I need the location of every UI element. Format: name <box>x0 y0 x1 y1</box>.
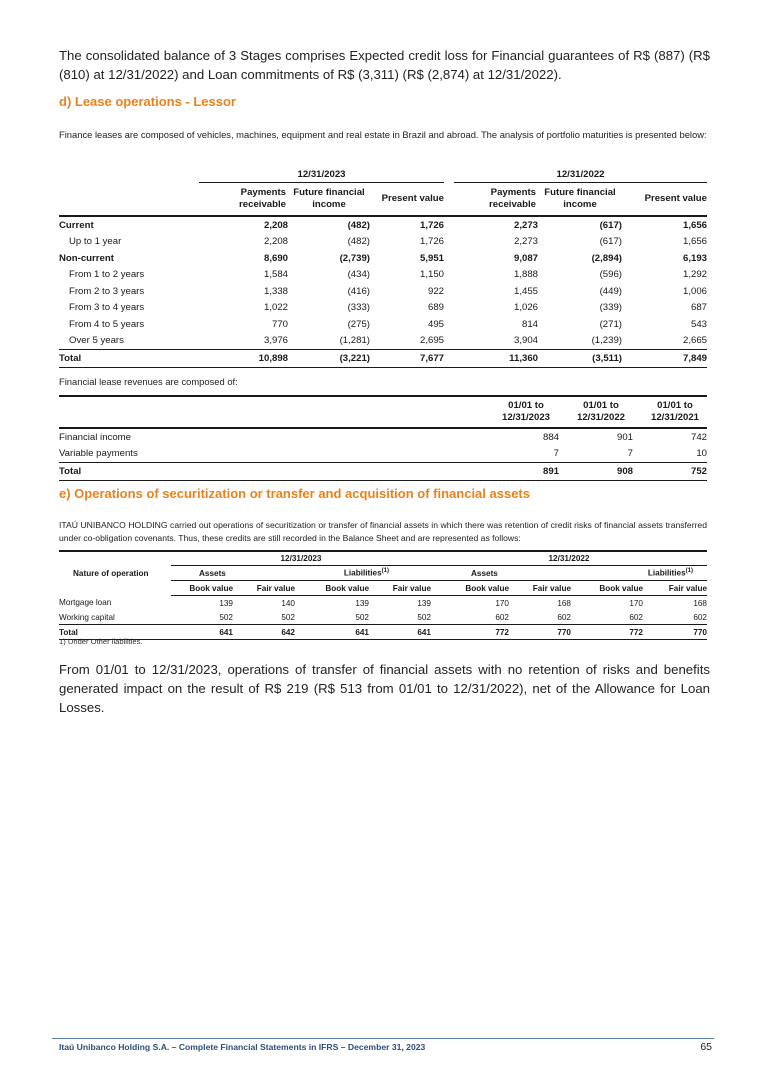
table-row: From 3 to 4 years 1,022 (333) 689 1,026 (339) 687 <box>69 302 707 314</box>
table-row: Non-current 8,690 (2,739) 5,951 9,087 (2,894) 6,193 <box>59 252 707 264</box>
col-present-value: Present value <box>622 183 707 217</box>
col-period-2023: 01/01 to 12/31/2023 <box>483 396 559 428</box>
assets-header: Assets <box>171 566 295 581</box>
col-fair-value: Fair value <box>643 581 707 596</box>
col-future-financial-income: Future financial income <box>288 183 370 217</box>
col-fair-value: Fair value <box>509 581 571 596</box>
table-row: Variable payments 7 7 10 <box>59 448 707 460</box>
table-row: Current 2,208 (482) 1,726 2,273 (617) 1,656 <box>59 219 707 231</box>
table-row-total: Total 10,898 (3,221) 7,677 11,360 (3,511) 7,849 <box>59 350 707 368</box>
col-book-value: Book value <box>295 581 369 596</box>
table-row: Up to 1 year 2,208 (482) 1,726 2,273 (617) 1,656 <box>69 236 707 248</box>
group-header-2023: 12/31/2023 <box>171 551 431 566</box>
table-row: Financial income 884 901 742 <box>59 431 707 443</box>
lease-revenue-table <box>59 395 707 481</box>
section-e-heading: e) Operations of securitization or transfer and acquisition of financial assets <box>59 486 530 501</box>
liabilities-header: Liabilities$^{(1)}$ <box>571 566 707 581</box>
table-row: From 4 to 5 years 770 (275) 495 814 (271) 543 <box>69 318 707 330</box>
table-row: Over 5 years 3,976 (1,281) 2,695 3,904 (1,239) 2,665 <box>69 335 707 347</box>
col-book-value: Book value <box>171 581 233 596</box>
assets-header: Assets <box>431 566 571 581</box>
lease-maturity-table <box>59 166 707 368</box>
col-future-financial-income: Future financial income <box>538 183 622 217</box>
section-d-paragraph: Finance leases are composed of vehicles, machines, equipment and real estate in Brazil and abroad. The analysis of portfolio maturities is presented below: <box>59 129 707 140</box>
closing-paragraph: From 01/01 to 12/31/2023, operations of transfer of financial assets with no retention of risks and benefits generated impact on the result of R$ 219 (R$ 513 from 01/01 to 12/31/2022), net of the Allowance for Loan Losses. <box>59 662 710 715</box>
footnote: 1) Under Other liabilities. <box>59 637 143 646</box>
table-row: From 2 to 3 years 1,338 (416) 922 1,455 (449) 1,006 <box>69 285 707 297</box>
col-fair-value: Fair value <box>233 581 295 596</box>
table-row-total: Total 641 642 641 641 772 770 772 770 <box>59 625 707 640</box>
page-number: 65 <box>700 1041 712 1053</box>
group-header-2022: 12/31/2022 <box>454 166 707 183</box>
table-row: From 1 to 2 years 1,584 (434) 1,150 1,888 (596) 1,292 <box>69 269 707 281</box>
col-book-value: Book value <box>431 581 509 596</box>
liabilities-header: Liabilities$^{(1)}$ <box>295 566 431 581</box>
col-present-value: Present value <box>370 183 444 217</box>
col-book-value: Book value <box>571 581 643 596</box>
col-period-2022: 01/01 to 12/31/2022 <box>559 396 633 428</box>
col-period-2021: 01/01 to 12/31/2021 <box>633 396 707 428</box>
intro-paragraph: The consolidated balance of 3 Stages comprises Expected credit loss for Financial guarantees of R$ (887) (R$ (810) at 12/31/2022) and Loan commitments of R$ (3,311) (R$ (2,874) at 12/31/2022). <box>59 48 710 82</box>
securitization-table <box>59 550 707 640</box>
col-payments-receivable: Payments receivable <box>454 183 538 217</box>
col-fair-value: Fair value <box>369 581 431 596</box>
col-nature-of-operation: Nature of operation <box>59 551 171 596</box>
table-row: Mortgage loan 139 140 139 139 170 168 170 168 <box>59 598 707 608</box>
footer-text: Itaú Unibanco Holding S.A. – Complete Financial Statements in IFRS – December 31, 2023 <box>59 1042 426 1052</box>
section-e-paragraph: ITAÚ UNIBANCO HOLDING carried out operations of securitization or transfer of financial assets in which there was retention of credit risks of financial assets transferred under co-obligation covenants. Thus, these credits are still recorded in the Balance Sheet and are represented as follows: <box>59 520 707 543</box>
revenue-caption: Financial lease revenues are composed of: <box>59 376 238 387</box>
group-header-2022: 12/31/2022 <box>431 551 707 566</box>
group-header-2023: 12/31/2023 <box>199 166 444 183</box>
footer-divider <box>52 1038 714 1039</box>
section-d-heading: d) Lease operations - Lessor <box>59 94 236 109</box>
table-row-total: Total 891 908 752 <box>59 463 707 481</box>
col-payments-receivable: Payments receivable <box>199 183 288 217</box>
table-row: Working capital 502 502 502 502 602 602 602 602 <box>59 612 707 622</box>
